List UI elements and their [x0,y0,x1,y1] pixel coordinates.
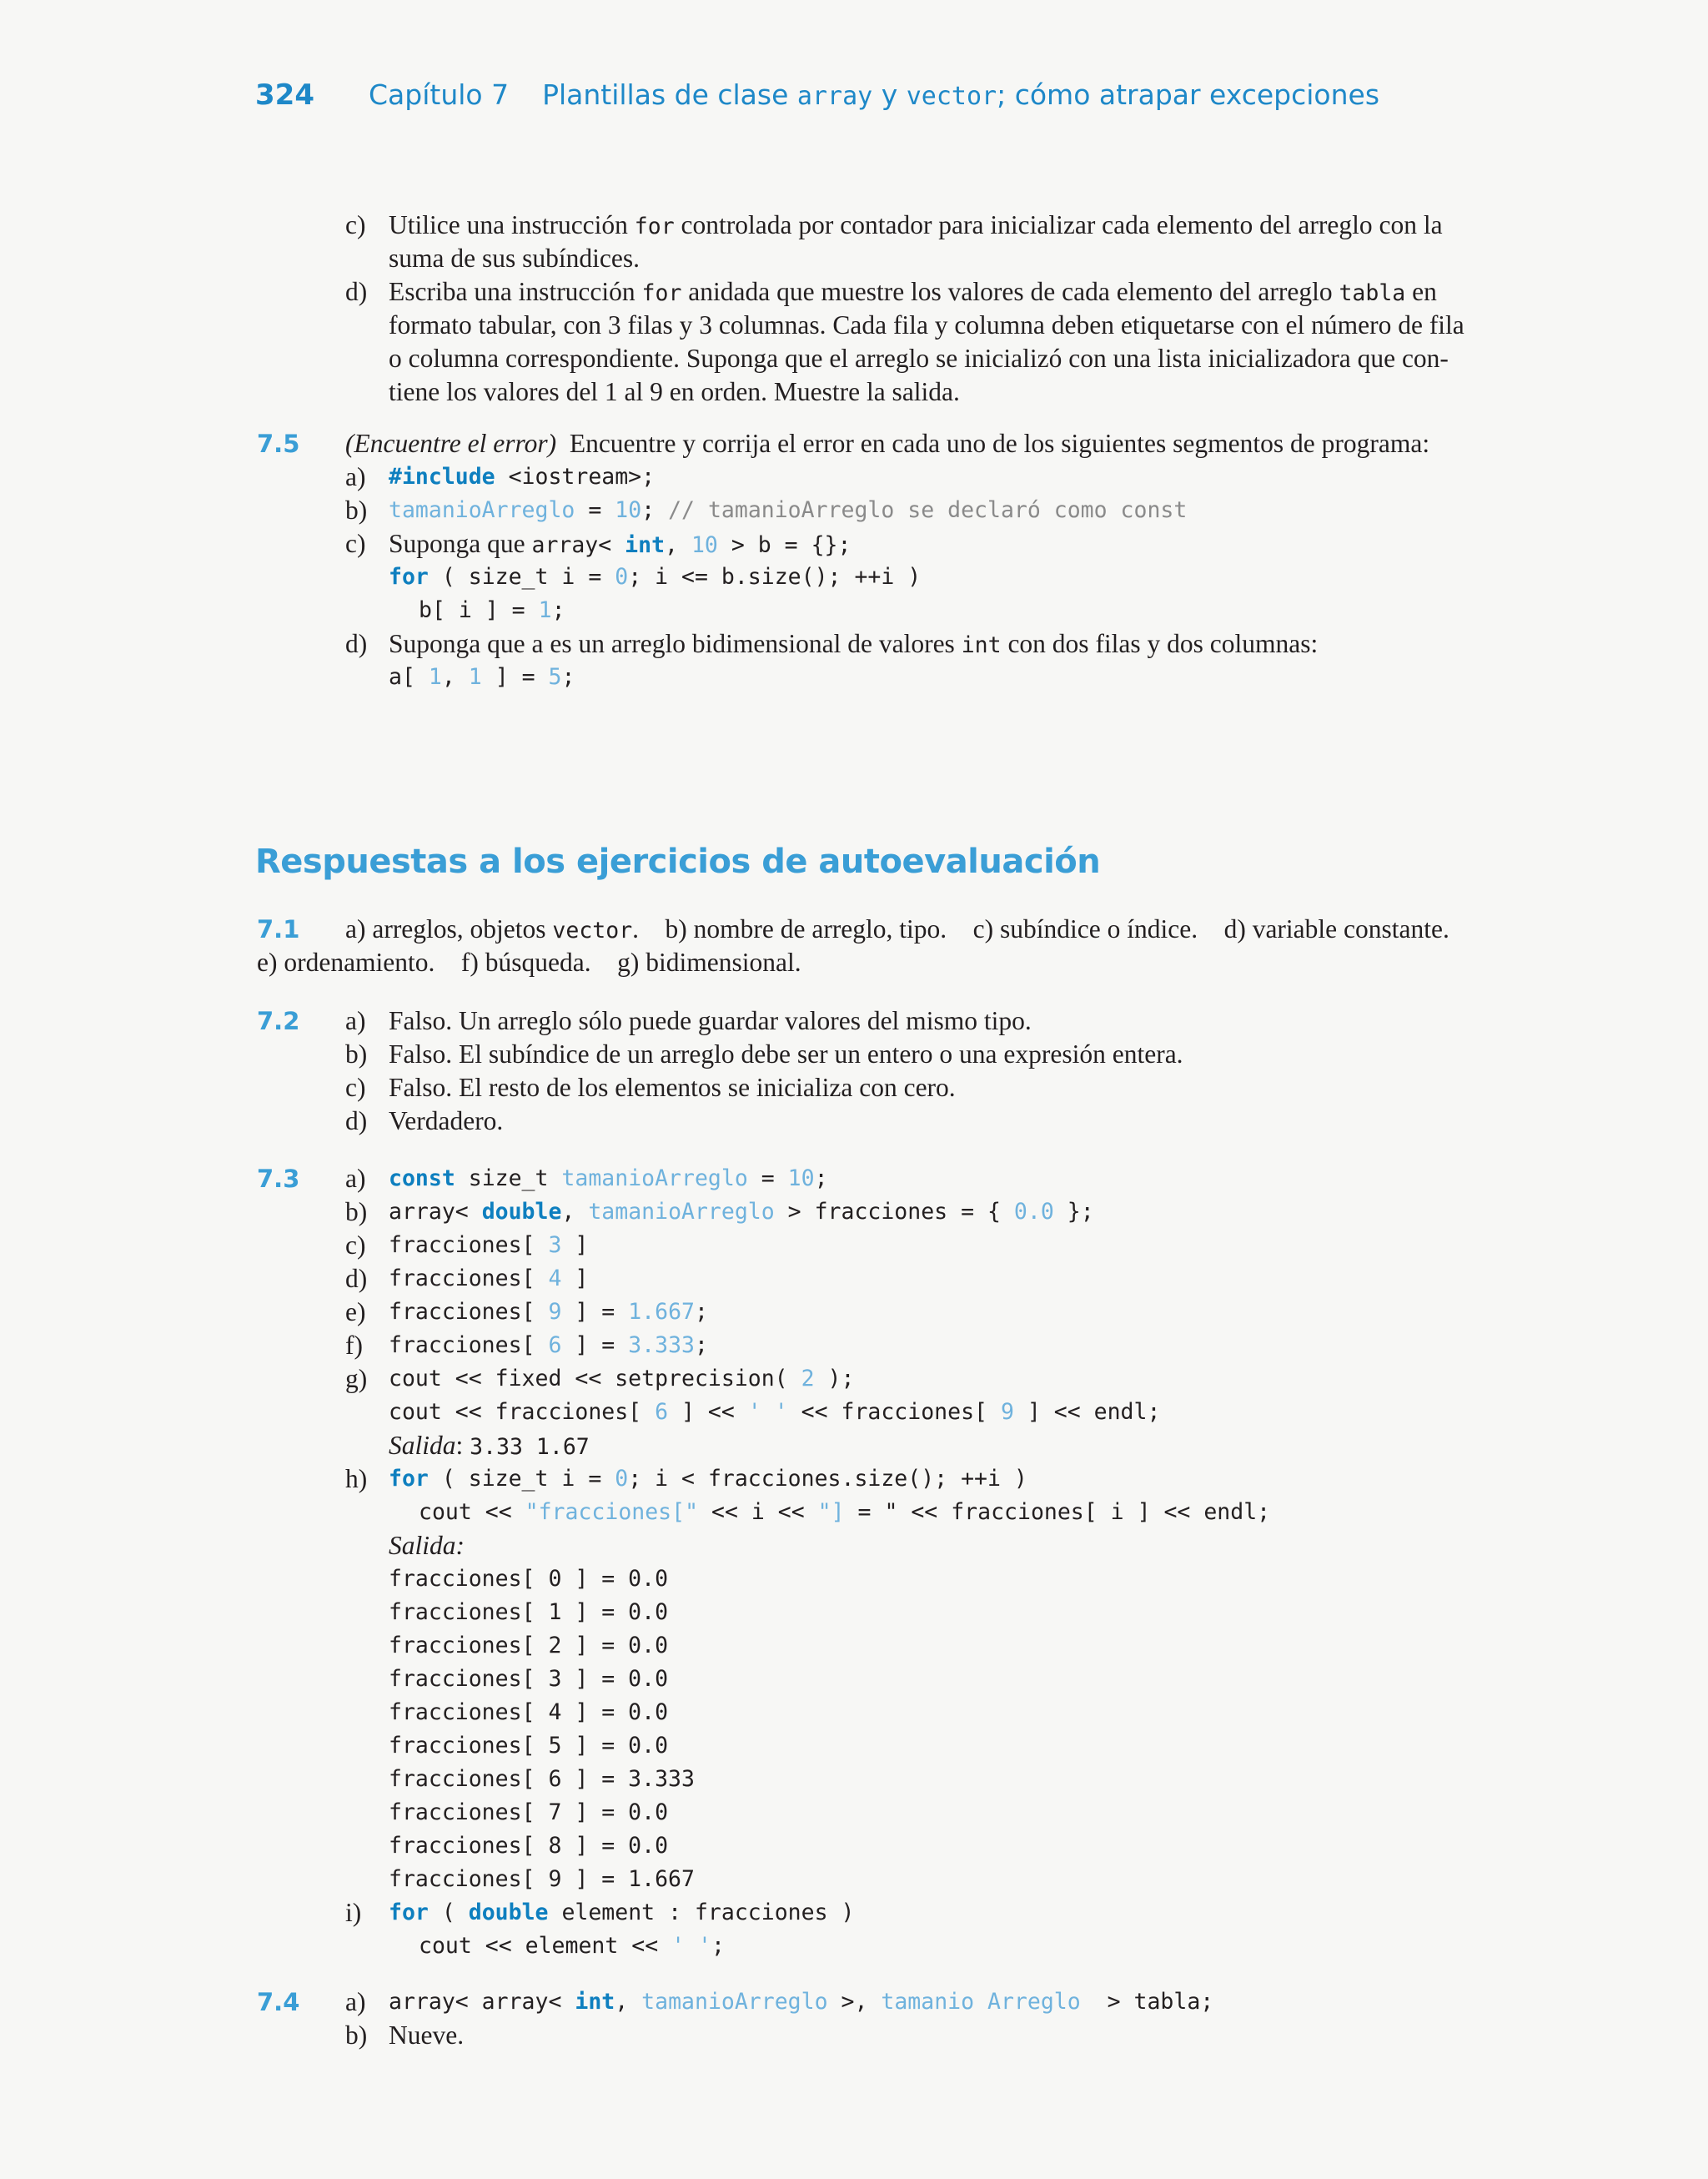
output-label: Salida: [389,1531,465,1560]
item-label: a) [345,1164,366,1193]
output-line: fracciones[ 8 ] = 0.0 [389,1833,669,1859]
running-header [255,78,1379,120]
item-label: h) [345,1464,368,1493]
code-line: fracciones[ 3 ] [389,1232,589,1258]
item-label: b) [345,496,368,525]
exercise-heading: (Encuentre el error) Encuentre y corrija el error en cada uno de los siguientes segmentos de programa: [345,429,1430,458]
item-label: c) [345,1073,366,1102]
answer-number: 7.3 [257,1165,300,1193]
item-label: f) [345,1331,363,1360]
section-title: Respuestas a los ejercicios de autoevaluación [255,843,1101,881]
item-label: g) [345,1364,368,1393]
answer-number: 7.1 [257,915,300,944]
code-line: fracciones[ 4 ] [389,1266,589,1291]
output-line: fracciones[ 2 ] = 0.0 [389,1633,669,1658]
item-label: b) [345,1039,368,1069]
code-line: fracciones[ 6 ] = 3.333; [389,1332,708,1358]
item-label: a) [345,1006,366,1035]
output-line: fracciones[ 0 ] = 0.0 [389,1566,669,1592]
exercise-text: Suponga que array< int, 10 > b = {}; [389,529,851,558]
item-label: a) [345,462,366,491]
answer-number: 7.4 [257,1988,300,2016]
code-line: array< array< int, tamanioArreglo >, tamanio Arreglo > tabla; [389,1989,1214,2015]
exercise-text: suma de sus subíndices. [389,244,640,273]
output-line: fracciones[ 9 ] = 1.667 [389,1866,695,1892]
item-label: e) [345,1297,366,1326]
code-line: array< double, tamanioArreglo > fracciones = { 0.0 }; [389,1199,1094,1225]
output-line: fracciones[ 1 ] = 0.0 [389,1599,669,1625]
item-label: c) [345,210,366,239]
exercise-text: Suponga que a es un arreglo bidimensional de valores int con dos filas y dos columnas: [389,629,1319,658]
code-line: fracciones[ 9 ] = 1.667; [389,1299,708,1325]
answer-number: 7.2 [257,1007,300,1035]
answer-text: Falso. Un arreglo sólo puede guardar valores del mismo tipo. [389,1006,1032,1035]
code-line: cout << "fracciones[" << i << "] = " << fracciones[ i ] << endl; [419,1499,1271,1525]
answer-text: Nueve. [389,2020,465,2050]
output-line: fracciones[ 6 ] = 3.333 [389,1766,695,1792]
code-line: for ( double element : fracciones ) [389,1900,855,1925]
code-line: tamanioArreglo = 10; // tamanioArreglo se declaró como const [389,497,1188,523]
item-label: d) [345,1264,368,1293]
answer-text: Falso. El resto de los elementos se inicializa con cero. [389,1073,956,1102]
chapter-title: Plantillas de clase array y vector; cómo atrapar excepciones [542,78,1380,111]
code-line: const size_t tamanioArreglo = 10; [389,1165,828,1191]
code-line: cout << fracciones[ 6 ] << ' ' << fracciones[ 9 ] << endl; [389,1399,1161,1425]
answer-text: e) ordenamiento. f) búsqueda. g) bidimensional. [257,948,801,977]
answer-text: a) arreglos, objetos vector. b) nombre de arreglo, tipo. c) subíndice o índice. d) variable constante. [345,914,1449,944]
answer-text: Falso. El subíndice de un arreglo debe ser un entero o una expresión entera. [389,1039,1183,1069]
exercise-text: formato tabular, con 3 filas y 3 columnas. Cada fila y columna deben etiquetarse con el número de fila [389,310,1464,340]
item-label: i) [345,1898,362,1927]
code-line: #include <iostream>; [389,464,656,490]
item-label: c) [345,529,366,558]
output-line: Salida: 3.33 1.67 [389,1431,590,1460]
output-line: fracciones[ 3 ] = 0.0 [389,1666,669,1692]
item-label: a) [345,1987,366,2016]
output-line: fracciones[ 7 ] = 0.0 [389,1799,669,1825]
code-line: for ( size_t i = 0; i <= b.size(); ++i ) [389,564,922,590]
code-line: cout << fixed << setprecision( 2 ); [389,1366,855,1391]
item-label: b) [345,1197,368,1226]
item-label: d) [345,277,368,306]
code-line: a[ 1, 1 ] = 5; [389,664,575,690]
answer-text: Verdadero. [389,1106,504,1135]
page-number: 324 [255,78,314,112]
chapter-label: Capítulo 7 [369,78,510,111]
exercise-text: Utilice una instrucción for controlada por contador para inicializar cada elemento del arreglo con la [389,210,1443,239]
exercise-text: Escriba una instrucción for anidada que muestre los valores de cada elemento del arreglo tabla en [389,277,1437,306]
exercise-text: tiene los valores del 1 al 9 en orden. Muestre la salida. [389,377,960,406]
code-line: b[ i ] = 1; [419,597,565,623]
exercise-number: 7.5 [257,430,300,458]
code-line: for ( size_t i = 0; i < fracciones.size(); ++i ) [389,1466,1027,1492]
item-label: b) [345,2020,368,2050]
exercise-text: o columna correspondiente. Suponga que el arreglo se inicializó con una lista inicializadora que con- [389,344,1449,373]
output-line: fracciones[ 5 ] = 0.0 [389,1733,669,1759]
code-line: cout << element << ' '; [419,1933,725,1959]
item-label: d) [345,1106,368,1135]
item-label: d) [345,629,368,658]
output-line: fracciones[ 4 ] = 0.0 [389,1699,669,1725]
item-label: c) [345,1230,366,1260]
